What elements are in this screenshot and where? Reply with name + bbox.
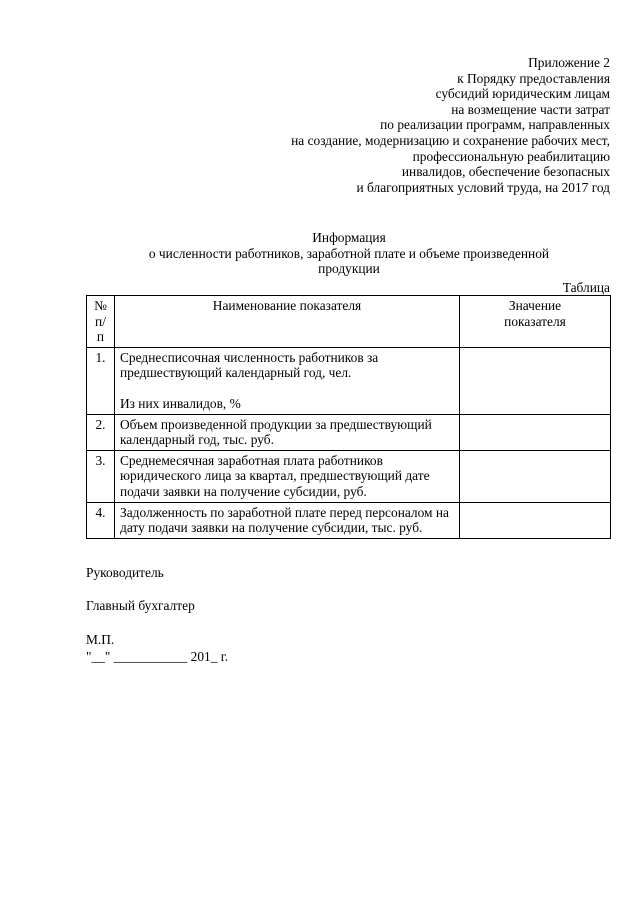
row-indicator-subtext: Из них инвалидов, % (120, 395, 241, 411)
appendix-block (190, 55, 610, 195)
row-number: 1. (87, 347, 115, 414)
document-heading (86, 230, 612, 277)
table-row (87, 347, 611, 414)
header-number-line-1: № (94, 298, 107, 313)
header-indicator-value (460, 296, 611, 348)
header-indicator-name: Наименование показателя (115, 296, 460, 348)
appendix-line: по реализации программ, направленных (380, 117, 610, 133)
head-signature-label: Руководитель (86, 565, 164, 580)
appendix-line: на создание, модернизацию и сохранение рабочих мест, (291, 132, 610, 148)
row-indicator-name: Объем произведенной продукции за предшествующий календарный год, тыс. руб. (115, 414, 460, 450)
row-indicator-name: Среднемесячная заработная плата работников юридического лица за квартал, предшествующий дате подачи заявки на получение субсидии, руб. (115, 450, 460, 502)
appendix-line: к Порядку предоставления (457, 70, 610, 86)
date-line: "__" ___________ 201_ г. (86, 649, 229, 664)
header-value-line-2: показателя (504, 313, 566, 329)
appendix-line: инвалидов, обеспечение безопасных (401, 164, 610, 180)
header-number-line-2: п/п (95, 313, 106, 345)
row-number: 2. (87, 414, 115, 450)
row-indicator-name: Задолженность по заработной плате перед персоналом на дату подачи заявки на получение субсидии, тыс. руб. (115, 502, 460, 538)
table-row (87, 414, 611, 450)
header-number (87, 296, 115, 348)
appendix-line: и благоприятных условий труда, на 2017 год (356, 179, 610, 195)
row-indicator-value[interactable] (460, 450, 611, 502)
row-indicator-text: Среднесписочная численность работников за предшествующий календарный год, чел. (120, 349, 379, 381)
appendix-line: субсидий юридическим лицам (435, 86, 610, 102)
document-subtitle-line-2: продукции (318, 261, 380, 277)
row-indicator-value[interactable] (460, 347, 611, 414)
document-subtitle-line-1: о численности работников, заработной плате и объеме произведенной (148, 245, 550, 261)
row-number: 3. (87, 450, 115, 502)
header-value-line-1: Значение (508, 298, 562, 313)
appendix-line: на возмещение части затрат (451, 101, 610, 117)
table-caption: Таблица (562, 280, 610, 295)
indicators-table (86, 295, 611, 539)
table-row (87, 502, 611, 538)
stamp-label: М.П. (86, 632, 115, 647)
table-header-row (87, 296, 611, 348)
document-title: Информация (312, 230, 386, 245)
row-number: 4. (87, 502, 115, 538)
table-row (87, 450, 611, 502)
appendix-line: профессиональную реабилитацию (412, 148, 610, 164)
row-indicator-value[interactable] (460, 502, 611, 538)
accountant-signature-label: Главный бухгалтер (86, 598, 195, 613)
row-indicator-value[interactable] (460, 414, 611, 450)
row-indicator-name (115, 347, 460, 414)
appendix-line: Приложение 2 (528, 55, 610, 70)
